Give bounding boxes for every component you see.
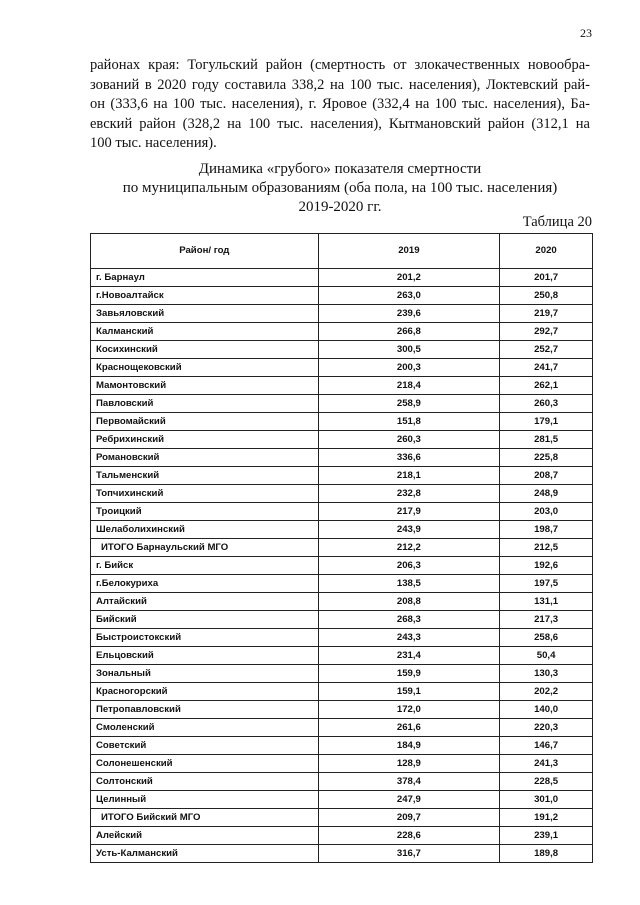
cell-district: Красногорский [91, 683, 319, 701]
cell-2019: 212,2 [318, 539, 500, 557]
table-row [91, 791, 593, 809]
intro-line: 100 тыс. населения). [90, 135, 217, 151]
cell-2019: 209,7 [318, 809, 500, 827]
cell-2019: 243,9 [318, 521, 500, 539]
table-row [91, 413, 593, 431]
cell-2020: 301,0 [500, 791, 593, 809]
cell-2019: 316,7 [318, 845, 500, 863]
cell-2020: 198,7 [500, 521, 593, 539]
table-row [91, 719, 593, 737]
cell-district: г.Новоалтайск [91, 287, 319, 305]
cell-2019: 300,5 [318, 341, 500, 359]
table-row [91, 737, 593, 755]
cell-district: Солтонский [91, 773, 319, 791]
cell-district: Зональный [91, 665, 319, 683]
cell-district: Целинный [91, 791, 319, 809]
cell-district: Ельцовский [91, 647, 319, 665]
cell-2020: 292,7 [500, 323, 593, 341]
cell-2020: 50,4 [500, 647, 593, 665]
cell-district: Ребрихинский [91, 431, 319, 449]
cell-2019: 239,6 [318, 305, 500, 323]
cell-2020: 219,7 [500, 305, 593, 323]
cell-2019: 247,9 [318, 791, 500, 809]
cell-2019: 218,4 [318, 377, 500, 395]
table-row [91, 305, 593, 323]
table-row [91, 341, 593, 359]
cell-2019: 208,8 [318, 593, 500, 611]
cell-2019: 243,3 [318, 629, 500, 647]
cell-district: Косихинский [91, 341, 319, 359]
table-row [91, 395, 593, 413]
cell-2019: 261,6 [318, 719, 500, 737]
cell-district: Петропавловский [91, 701, 319, 719]
cell-district: Усть-Калманский [91, 845, 319, 863]
table-row [91, 485, 593, 503]
cell-district: г. Барнаул [91, 269, 319, 287]
cell-2019: 128,9 [318, 755, 500, 773]
table-row [91, 827, 593, 845]
cell-district: Романовский [91, 449, 319, 467]
cell-2019: 258,9 [318, 395, 500, 413]
cell-2020: 248,9 [500, 485, 593, 503]
cell-district: Солонешенский [91, 755, 319, 773]
cell-district: Смоленский [91, 719, 319, 737]
table-body [91, 269, 593, 863]
intro-paragraph [90, 56, 590, 154]
cell-2020: 225,8 [500, 449, 593, 467]
intro-line: зований в 2020 году составила 338,2 на 100 тыс. населения), Локтевский рай- [90, 76, 590, 93]
cell-2020: 228,5 [500, 773, 593, 791]
cell-district: Завьяловский [91, 305, 319, 323]
cell-2019: 172,0 [318, 701, 500, 719]
table-label: Таблица 20 [522, 214, 592, 230]
table-row [91, 269, 593, 287]
cell-2020: 250,8 [500, 287, 593, 305]
cell-2020: 130,3 [500, 665, 593, 683]
cell-district: Павловский [91, 395, 319, 413]
table-row [91, 683, 593, 701]
cell-2020: 217,3 [500, 611, 593, 629]
table-row [91, 575, 593, 593]
cell-district: г. Бийск [91, 557, 319, 575]
cell-2019: 268,3 [318, 611, 500, 629]
cell-2019: 138,5 [318, 575, 500, 593]
table-header-row [91, 234, 593, 269]
cell-2019: 266,8 [318, 323, 500, 341]
table-row [91, 611, 593, 629]
cell-2019: 232,8 [318, 485, 500, 503]
table-row [91, 359, 593, 377]
cell-district: Быстроистокский [91, 629, 319, 647]
cell-2019: 231,4 [318, 647, 500, 665]
cell-2020: 252,7 [500, 341, 593, 359]
cell-2019: 151,8 [318, 413, 500, 431]
cell-district: Тальменский [91, 467, 319, 485]
cell-2020: 140,0 [500, 701, 593, 719]
cell-2020: 281,5 [500, 431, 593, 449]
cell-district: г.Белокуриха [91, 575, 319, 593]
table-row [91, 845, 593, 863]
table-row [91, 665, 593, 683]
cell-2020: 258,6 [500, 629, 593, 647]
cell-district: Краснощековский [91, 359, 319, 377]
table-row [91, 449, 593, 467]
cell-district: Алейский [91, 827, 319, 845]
intro-line: районах края: Тогульский район (смертность от злокачественных новообра- [90, 57, 590, 73]
table-row [91, 647, 593, 665]
cell-2019: 218,1 [318, 467, 500, 485]
cell-2019: 201,2 [318, 269, 500, 287]
cell-district: Бийский [91, 611, 319, 629]
cell-2020: 208,7 [500, 467, 593, 485]
header-district: Район/ год [91, 234, 319, 269]
cell-2019: 228,6 [318, 827, 500, 845]
cell-2019: 260,3 [318, 431, 500, 449]
table-row [91, 557, 593, 575]
cell-2020: 212,5 [500, 539, 593, 557]
cell-2019: 263,0 [318, 287, 500, 305]
cell-district: Троицкий [91, 503, 319, 521]
cell-2019: 184,9 [318, 737, 500, 755]
cell-district: Алтайский [91, 593, 319, 611]
cell-2020: 191,2 [500, 809, 593, 827]
cell-2020: 241,3 [500, 755, 593, 773]
table-row [91, 593, 593, 611]
cell-2020: 201,7 [500, 269, 593, 287]
cell-2019: 217,9 [318, 503, 500, 521]
table-row [91, 467, 593, 485]
cell-district: Калманский [91, 323, 319, 341]
table-row [91, 431, 593, 449]
cell-2020: 203,0 [500, 503, 593, 521]
table-row [91, 629, 593, 647]
table-row [91, 323, 593, 341]
cell-2020: 260,3 [500, 395, 593, 413]
intro-line: он (333,6 на 100 тыс. населения), г. Яровое (332,4 на 100 тыс. населения), Ба- [90, 96, 590, 112]
cell-2020: 220,3 [500, 719, 593, 737]
cell-2020: 239,1 [500, 827, 593, 845]
cell-2019: 200,3 [318, 359, 500, 377]
table-row [91, 701, 593, 719]
cell-2019: 206,3 [318, 557, 500, 575]
cell-2020: 131,1 [500, 593, 593, 611]
cell-district: Первомайский [91, 413, 319, 431]
header-2019: 2019 [318, 234, 500, 269]
cell-2019: 378,4 [318, 773, 500, 791]
intro-line: евский район (328,2 на 100 тыс. населения), Кытмановский район (312,1 на [90, 115, 590, 132]
page-number: 23 [580, 26, 592, 40]
cell-district: Советский [91, 737, 319, 755]
cell-2019: 159,1 [318, 683, 500, 701]
cell-district: Топчихинский [91, 485, 319, 503]
header-2020: 2020 [500, 234, 593, 269]
cell-2020: 179,1 [500, 413, 593, 431]
cell-2019: 159,9 [318, 665, 500, 683]
cell-2020: 197,5 [500, 575, 593, 593]
cell-district: ИТОГО Бийский МГО [91, 809, 319, 827]
cell-district: ИТОГО Барнаульский МГО [91, 539, 319, 557]
table-row [91, 773, 593, 791]
table-row [91, 809, 593, 827]
title-line: Динамика «грубого» показателя смертности [198, 161, 482, 177]
table-row [91, 503, 593, 521]
cell-2020: 202,2 [500, 683, 593, 701]
cell-2020: 262,1 [500, 377, 593, 395]
table-row [91, 377, 593, 395]
table-row [91, 287, 593, 305]
table-row [91, 755, 593, 773]
mortality-table [90, 233, 593, 863]
title-line: по муниципальным образованиям (оба пола, на 100 тыс. населения) [122, 180, 558, 196]
cell-2020: 146,7 [500, 737, 593, 755]
cell-2020: 192,6 [500, 557, 593, 575]
table-row [91, 539, 593, 557]
cell-2019: 336,6 [318, 449, 500, 467]
title-line: 2019-2020 гг. [298, 199, 382, 215]
table-title [90, 160, 590, 217]
cell-2020: 189,8 [500, 845, 593, 863]
cell-district: Шелаболихинский [91, 521, 319, 539]
table-row [91, 521, 593, 539]
cell-district: Мамонтовский [91, 377, 319, 395]
cell-2020: 241,7 [500, 359, 593, 377]
